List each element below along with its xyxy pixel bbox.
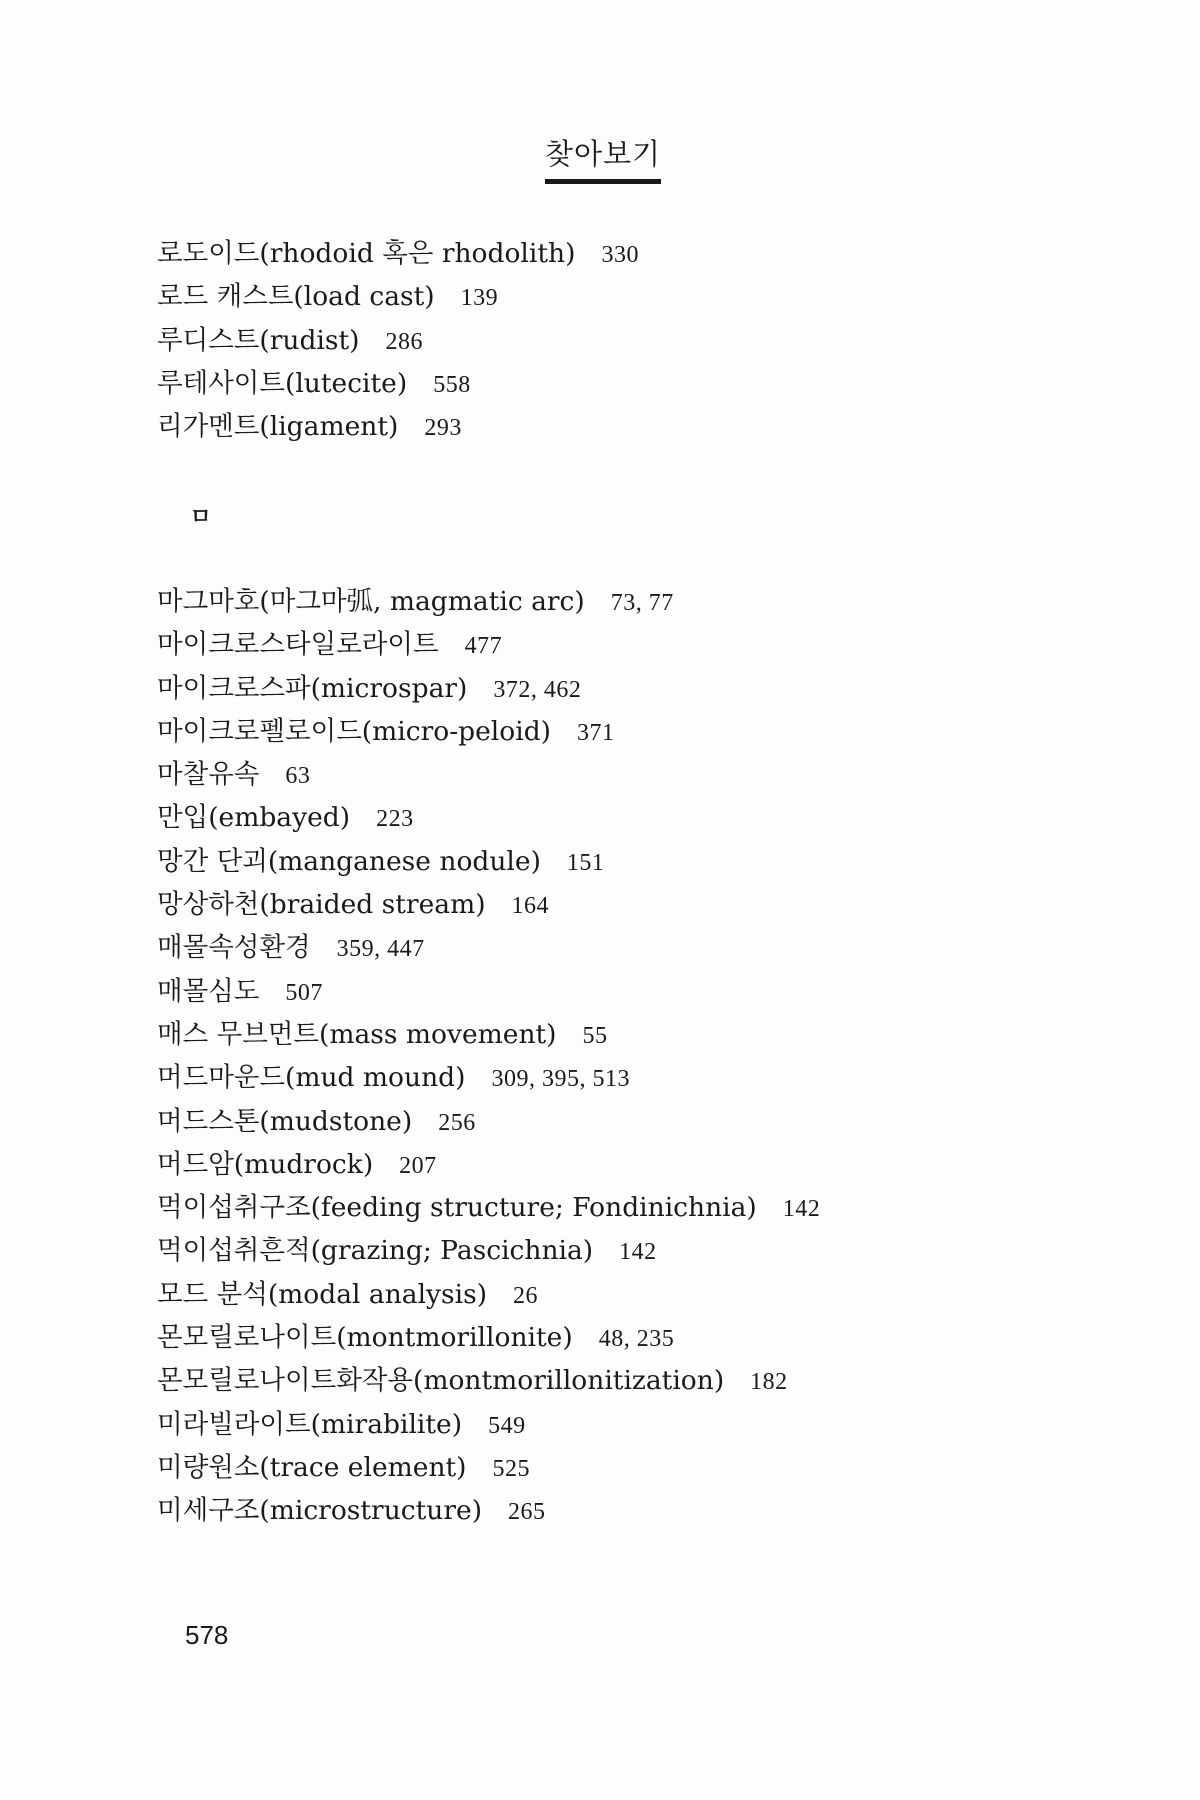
index-term: 마이크로펠로이드(micro-peloid) — [157, 715, 552, 747]
page-header — [543, 132, 663, 184]
index-entry — [157, 1013, 1057, 1056]
index-term: 마이크로스파(microspar) — [157, 672, 468, 704]
index-term: 머드암(mudrock) — [157, 1148, 374, 1180]
index-term: 만입(embayed) — [157, 802, 351, 834]
index-term: 루테사이트(lutecite) — [157, 367, 408, 399]
index-pages: 549 — [488, 1412, 526, 1439]
index-pages: 182 — [750, 1369, 788, 1396]
index-pages: 372, 462 — [493, 676, 582, 703]
index-pages: 309, 395, 513 — [491, 1066, 630, 1093]
index-entry — [157, 275, 1057, 318]
index-term: 매몰심도 — [157, 975, 260, 1007]
index-entry — [157, 1316, 1057, 1359]
index-term: 마그마호(마그마弧, magmatic arc) — [157, 586, 585, 617]
index-entry — [157, 1100, 1057, 1143]
index-entry — [157, 840, 1057, 883]
index-term: 망간 단괴(manganese nodule) — [157, 845, 541, 877]
index-pages: 293 — [424, 415, 462, 442]
section-heading-m: ㅁ — [190, 505, 212, 530]
index-term: 로도이드(rhodoid 혹은 rhodolith) — [157, 238, 576, 269]
index-entry — [157, 232, 1057, 275]
index-term: 모드 분석(modal analysis) — [157, 1278, 488, 1310]
index-pages: 359, 447 — [336, 936, 425, 963]
index-entry — [157, 623, 1057, 666]
index-entry — [157, 1403, 1057, 1446]
index-entry — [157, 1489, 1057, 1532]
index-group-r — [157, 232, 1057, 448]
index-term: 몬모릴로나이트화작용(montmorillonitization) — [157, 1365, 725, 1397]
index-pages: 73, 77 — [610, 590, 674, 616]
page-title: 찾아보기 — [545, 132, 661, 184]
index-pages: 477 — [464, 633, 503, 660]
index-pages: 151 — [566, 849, 605, 876]
index-entry — [157, 796, 1057, 839]
index-entry — [157, 1186, 1057, 1229]
index-group-m — [157, 580, 1057, 1533]
index-term: 몬모릴로나이트(montmorillonite) — [157, 1322, 573, 1354]
index-pages: 330 — [601, 242, 639, 268]
index-entry — [157, 753, 1057, 796]
index-entry — [157, 1229, 1057, 1272]
index-term: 머드마운드(mud mound) — [157, 1062, 466, 1094]
index-entry — [157, 1056, 1057, 1099]
index-entry — [157, 580, 1057, 623]
index-term: 루디스트(rudist) — [157, 324, 360, 356]
index-entry — [157, 1446, 1057, 1489]
index-term: 미세구조(microstructure) — [157, 1495, 483, 1527]
index-term: 리가멘트(ligament) — [157, 411, 399, 443]
index-term: 먹이섭취구조(feeding structure; Fondinichnia) — [157, 1192, 757, 1224]
index-entry — [157, 710, 1057, 753]
index-entry — [157, 970, 1057, 1013]
index-pages: 63 — [285, 763, 311, 790]
index-term: 매스 무브먼트(mass movement) — [157, 1018, 557, 1050]
index-pages: 286 — [385, 328, 423, 355]
index-entry — [157, 319, 1057, 362]
index-term: 미량원소(trace element) — [157, 1451, 467, 1483]
index-pages: 265 — [508, 1499, 546, 1526]
index-pages: 164 — [511, 893, 550, 920]
index-pages: 207 — [399, 1152, 437, 1179]
index-entry — [157, 926, 1057, 969]
index-pages: 371 — [577, 719, 615, 746]
index-term: 망상하천(braided stream) — [157, 889, 486, 921]
index-term: 매몰속성환경 — [157, 932, 311, 964]
index-entry — [157, 405, 1057, 448]
index-term: 먹이섭취흔적(grazing; Pascichnia) — [157, 1235, 594, 1267]
index-pages: 139 — [460, 285, 499, 312]
index-pages: 507 — [285, 979, 323, 1006]
index-pages: 26 — [513, 1282, 539, 1309]
index-entry — [157, 1273, 1057, 1316]
index-term: 마이크로스타일로라이트 — [157, 629, 439, 661]
index-pages: 48, 235 — [598, 1326, 675, 1353]
index-pages: 223 — [376, 806, 414, 833]
index-term: 미라빌라이트(mirabilite) — [157, 1408, 463, 1440]
index-pages: 256 — [438, 1109, 476, 1136]
index-pages: 525 — [492, 1455, 531, 1482]
index-entry — [157, 362, 1057, 405]
index-entry — [157, 1143, 1057, 1186]
page-number: 578 — [185, 1620, 229, 1650]
index-pages: 558 — [433, 371, 471, 398]
index-term: 머드스톤(mudstone) — [157, 1105, 413, 1137]
index-pages: 142 — [619, 1239, 657, 1266]
index-pages: 142 — [782, 1196, 821, 1223]
index-pages: 55 — [582, 1022, 608, 1049]
index-entry — [157, 883, 1057, 926]
index-entry — [157, 667, 1057, 710]
index-entry — [157, 1359, 1057, 1402]
index-term: 로드 캐스트(load cast) — [157, 281, 435, 313]
index-term: 마찰유속 — [157, 759, 260, 791]
